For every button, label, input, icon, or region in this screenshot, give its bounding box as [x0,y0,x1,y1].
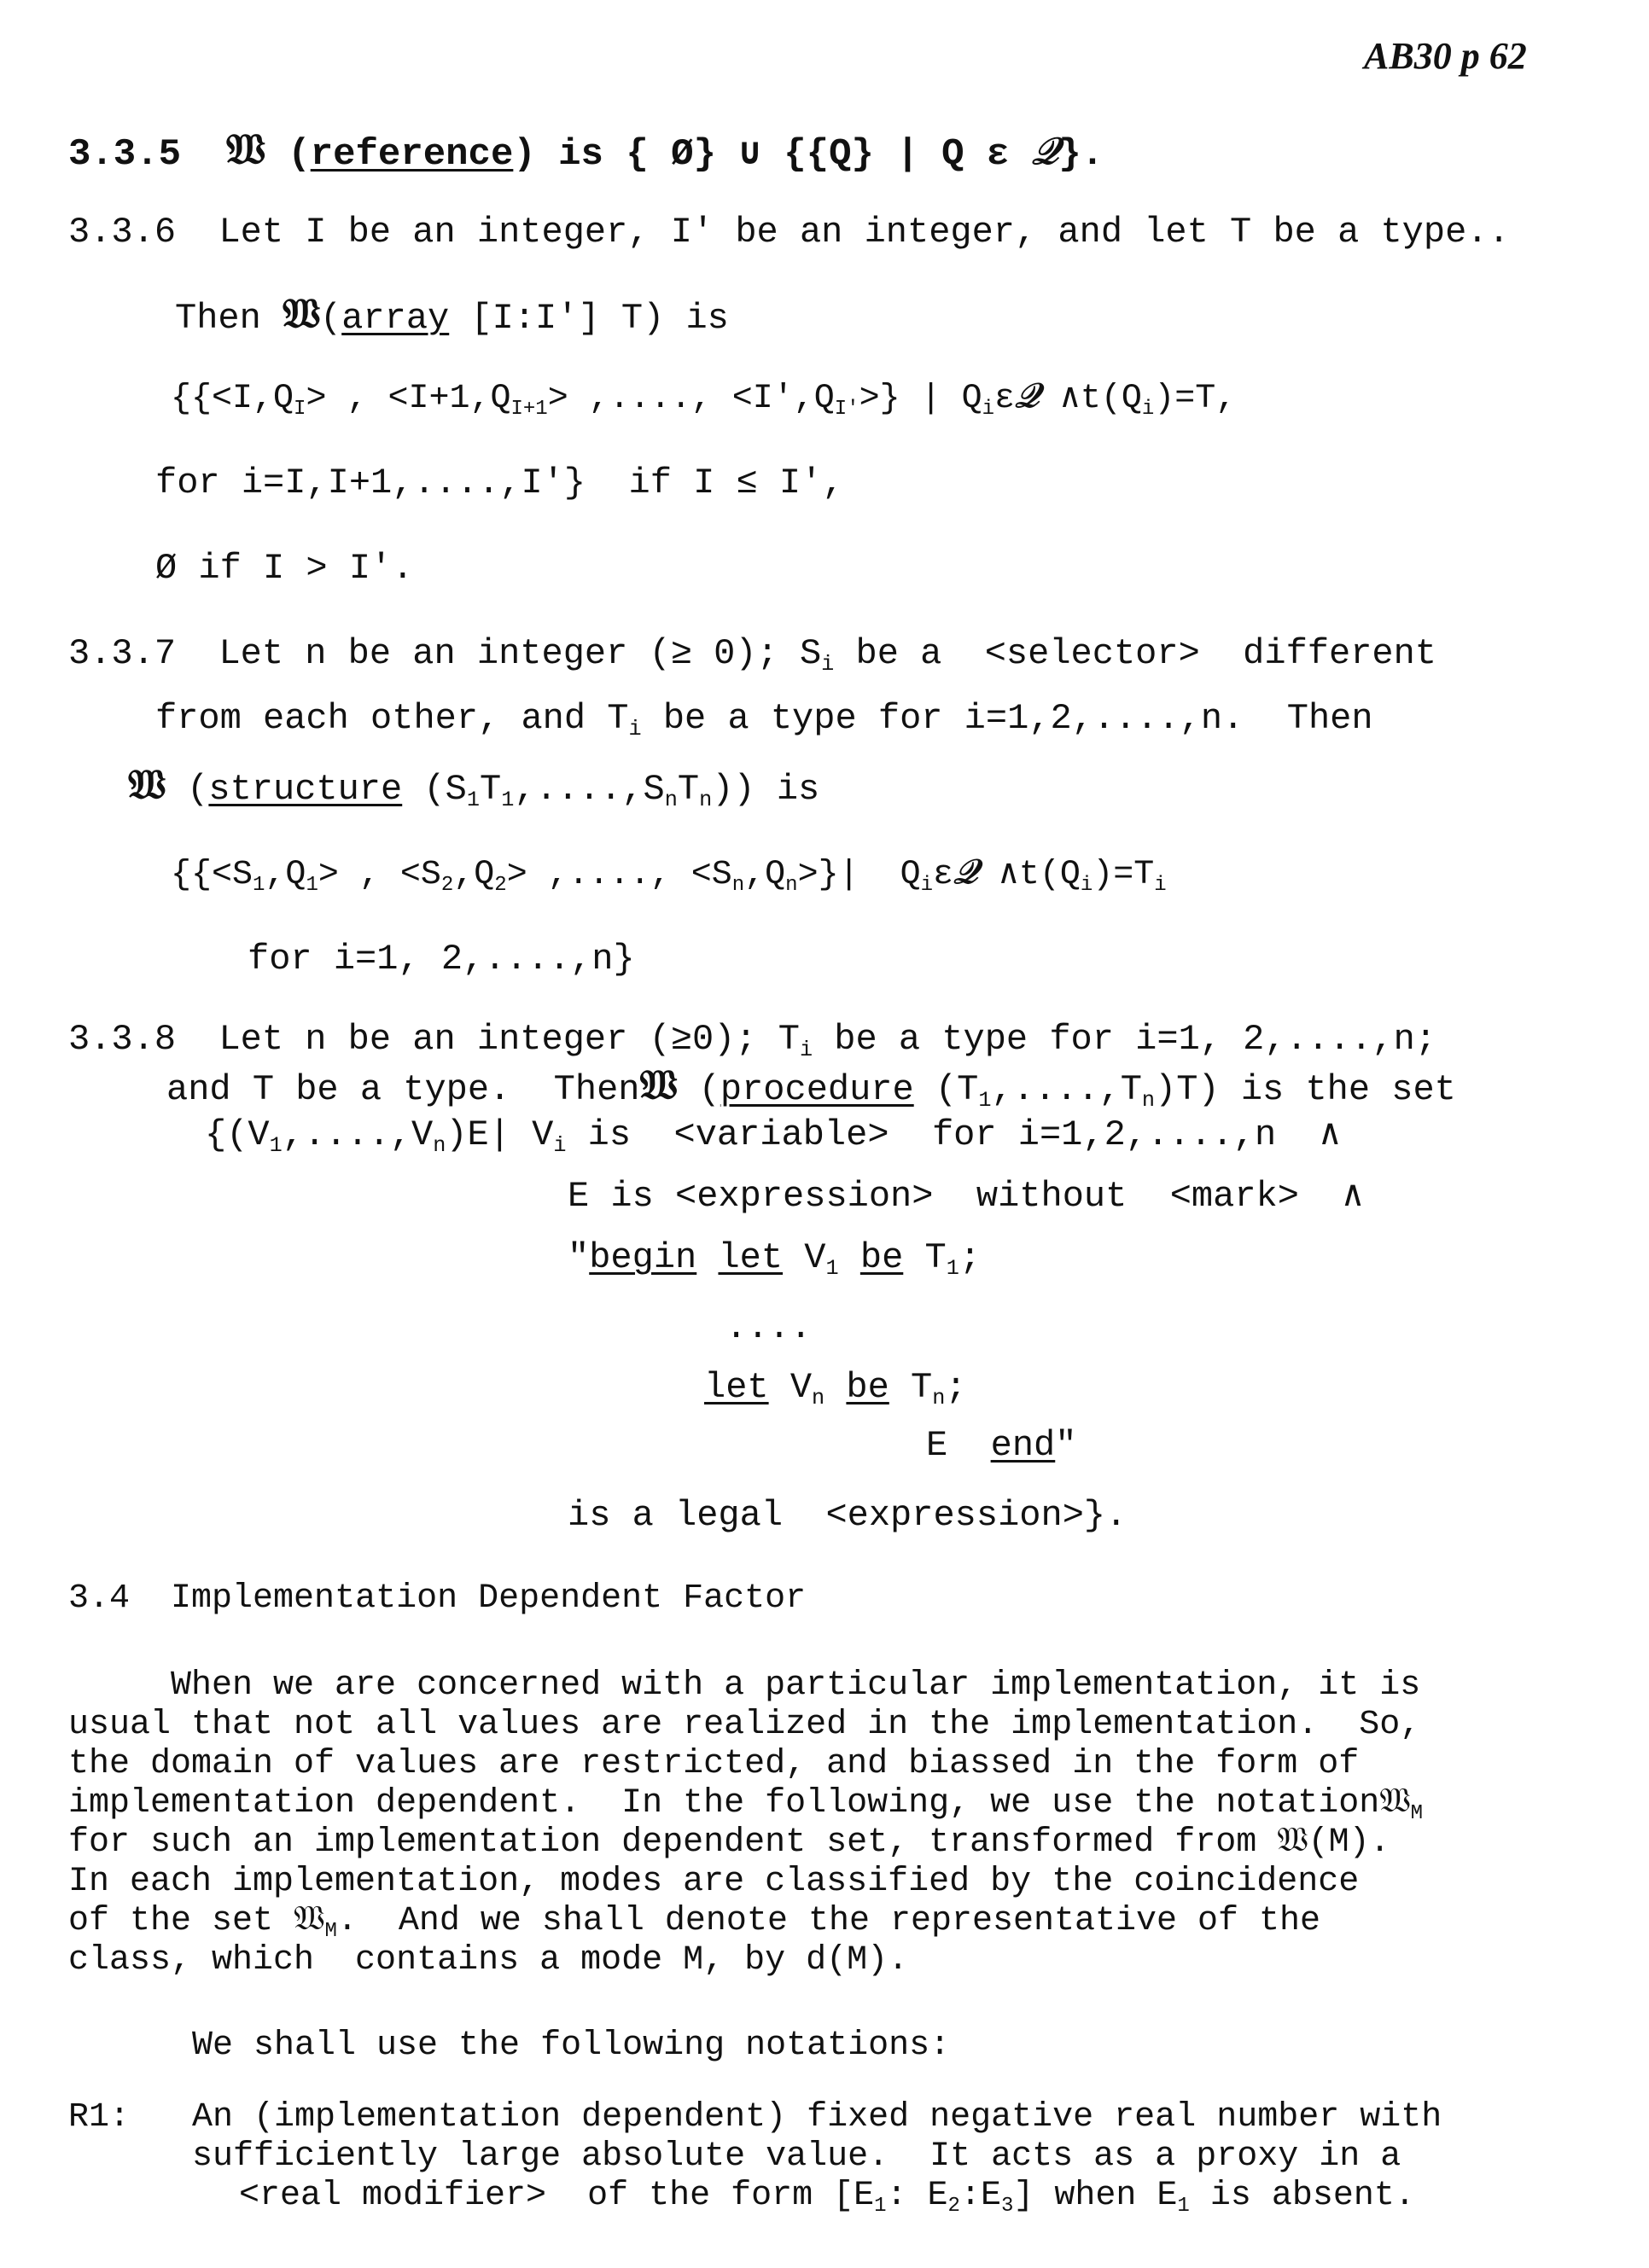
subscript: I+1 [510,397,548,421]
keyword-procedure: procedure [720,1069,914,1110]
procedure-line-7 [704,1365,967,1410]
script-q-symbol: 𝒬 [953,852,978,892]
subscript: n [812,1386,825,1411]
text: T [889,1367,933,1408]
subscript: 1 [253,873,265,897]
text: ε [994,380,1016,418]
text: )=T [1093,856,1155,894]
text: >}| Q [797,856,921,894]
section-number: 3.3.6 [68,212,177,253]
text: <real modifier> of the form [E [239,2177,875,2215]
text: . And we shall denote the representative of the [336,1902,1321,1940]
text: ] when E [1013,2177,1178,2215]
keyword-let: let [704,1367,769,1408]
text: Then [175,298,283,339]
text: : E [886,2177,948,2215]
text: be a <selector> different [834,633,1437,674]
subscript: i [982,397,995,421]
text: ε [933,856,954,894]
text: {{<I,Q [171,380,294,418]
subscript: M [324,1919,337,1943]
text: Let I be an integer, I' be an integer, and let T be a type.. [219,212,1510,253]
text: (T [913,1069,979,1110]
paragraph-line: for such an implementation dependent set, transformed from 𝔚(M). [68,1823,1390,1862]
text: ,....,S [514,769,665,810]
subscript: I' [834,397,859,421]
text: )) is [712,769,820,810]
paragraph-line [68,1782,1423,1826]
section-3-3-7 [68,631,1436,676]
paragraph-line: class, which contains a mode M, by d(M). [68,1941,909,1980]
text: ( [319,298,342,339]
subscript: 1 [306,873,318,897]
subscript: i [1141,397,1155,421]
text: > , <S [318,856,441,894]
text: T [903,1237,947,1278]
subscript: 1 [874,2194,887,2218]
text: > , <I+1,Q [306,380,511,418]
text: ,Q [453,856,495,894]
text: and T be a type. Then [166,1069,640,1110]
text: >} | Q [859,380,982,418]
subscript: i [1154,873,1167,897]
text: E [926,1425,991,1466]
subscript: i [821,652,835,677]
structure-line-3 [128,763,819,811]
subscript: i [920,873,934,897]
section-3-4-heading [68,1577,806,1621]
text: ,....,T [991,1069,1142,1110]
paragraph-line: the domain of values are restricted, and biassed in the form of [68,1745,1360,1783]
structure-for-line: for i=1, 2,....,n} [248,939,635,980]
array-line [175,292,729,340]
text: V [783,1237,826,1278]
text: {(V [205,1114,270,1155]
procedure-line-8 [926,1423,1076,1468]
page-reference: AB30 p 62 [1364,35,1527,77]
text: )E| V [446,1114,554,1155]
subscript: i [1080,873,1093,897]
text: [I:I'] T) is [449,298,729,339]
array-empty-line: Ø if I > I'. [155,548,414,589]
subscript: I [294,397,306,421]
subscript: n [731,873,745,897]
procedure-line-9: is a legal <expression>}. [568,1495,1127,1536]
script-q-symbol: 𝒬 [1015,375,1040,416]
procedure-line-5 [568,1236,981,1280]
text: " [1055,1425,1077,1466]
subscript: 1 [825,1256,839,1282]
text: :E [959,2177,1001,2215]
paragraph-line [68,1899,1320,1944]
text: from each other, and T [155,698,629,739]
text: ) is { Ø} ∪ {{Q} | Q ε [513,133,1032,176]
text: ; [945,1367,967,1408]
keyword-array: array [341,298,450,339]
script-w-symbol: 𝔚 [225,123,265,174]
section-number: 3.3.7 [68,633,177,674]
keyword-let: let [718,1237,784,1278]
r1-label: R1: [68,2098,131,2137]
subscript: 2 [494,873,507,897]
subscript: 2 [440,873,454,897]
subscript: 1 [269,1133,283,1159]
paragraph-line: usual that not all values are realized in the implementation. So, [68,1706,1421,1744]
structure-line-2 [155,696,1373,741]
text: ,....,V [282,1114,434,1155]
subscript: 1 [466,788,480,813]
text: T [677,769,700,810]
text: )=T, [1154,380,1237,418]
section-number: 3.3.5 [68,133,182,176]
subscript: n [1141,1088,1156,1114]
text: }. [1058,133,1104,176]
subscript: 1 [946,1256,959,1282]
section-3-3-8 [68,1017,1436,1061]
script-q-symbol: 𝒬 [1031,130,1059,173]
text: ( [265,133,311,176]
procedure-dots: .... [725,1307,812,1348]
text: be a type for i=1,2,....,n. Then [641,698,1373,739]
script-w-symbol: 𝔚 [128,761,166,809]
array-for-line: for i=I,I+1,....,I'} if I ≤ I', [155,462,844,503]
r1-line: An (implementation dependent) fixed negative real number with [192,2098,1442,2137]
paragraph-line: In each implementation, modes are classified by the coincidence [68,1863,1360,1901]
subscript: n [433,1133,446,1159]
text: > ,...., <I',Q [547,380,835,418]
procedure-line-3 [205,1113,1341,1157]
subscript: n [699,788,713,813]
keyword-be: be [859,1237,904,1278]
subscript: 1 [978,1088,992,1114]
keyword-begin: begin [589,1237,697,1278]
script-w-symbol: 𝔚 [639,1061,678,1109]
subscript: 1 [1177,2194,1190,2218]
r1-line: sufficiently large absolute value. It acts as a proxy in a [192,2137,1401,2176]
notations-intro: We shall use the following notations: [192,2027,951,2065]
text: V [768,1367,813,1408]
text: of the set 𝔚 [68,1902,325,1940]
text: ∧t(Q [977,856,1081,894]
section-3-3-6 [68,210,1510,254]
array-formula [171,374,1236,422]
structure-formula [171,850,1167,898]
keyword-reference: reference [310,133,514,176]
keyword-end: end [990,1425,1056,1466]
subscript: n [932,1386,946,1411]
text: )T) is the set [1155,1069,1456,1110]
text: be a type for i=1, 2,....,n; [813,1019,1437,1060]
procedure-line-2 [166,1063,1456,1112]
subscript: n [664,788,678,813]
text: ∧t(Q [1039,380,1142,418]
subscript: i [553,1133,567,1159]
subscript: M [1410,1801,1424,1825]
subscript: 3 [1000,2194,1014,2218]
paragraph-line: When we are concerned with a particular implementation, it is [68,1666,1421,1705]
keyword-structure: structure [208,769,403,810]
r1-line [239,2174,1415,2219]
text: ; [959,1237,982,1278]
text: " [568,1237,590,1278]
text: ( [165,769,209,810]
keyword-be: be [846,1367,889,1408]
text: T [479,769,502,810]
text: {{<S [171,856,253,894]
procedure-line-4: E is <expression> without <mark> ∧ [568,1176,1364,1217]
script-w-symbol: 𝔚 [283,290,320,338]
text: ,Q [265,856,306,894]
subscript: i [799,1038,813,1063]
section-number: 3.4 [68,1579,131,1618]
text: implementation dependent. In the following, we use the notation𝔚 [68,1784,1411,1823]
section-number: 3.3.8 [68,1019,177,1060]
text: > ,...., <S [506,856,732,894]
section-title: Implementation Dependent Factor [171,1579,807,1618]
subscript: 2 [947,2194,960,2218]
text: (S [402,769,467,810]
text: ( [677,1069,720,1110]
subscript: n [785,873,798,897]
subscript: i [628,717,642,742]
text: is absent. [1189,2177,1415,2215]
text: is <variable> for i=1,2,....,n ∧ [566,1114,1341,1155]
subscript: 1 [501,788,515,813]
text: Let n be an integer (≥ 0); S [219,633,822,674]
section-3-3-5 [68,123,1104,177]
text: Let n be an integer (≥0); T [219,1019,800,1060]
text: ,Q [744,856,786,894]
